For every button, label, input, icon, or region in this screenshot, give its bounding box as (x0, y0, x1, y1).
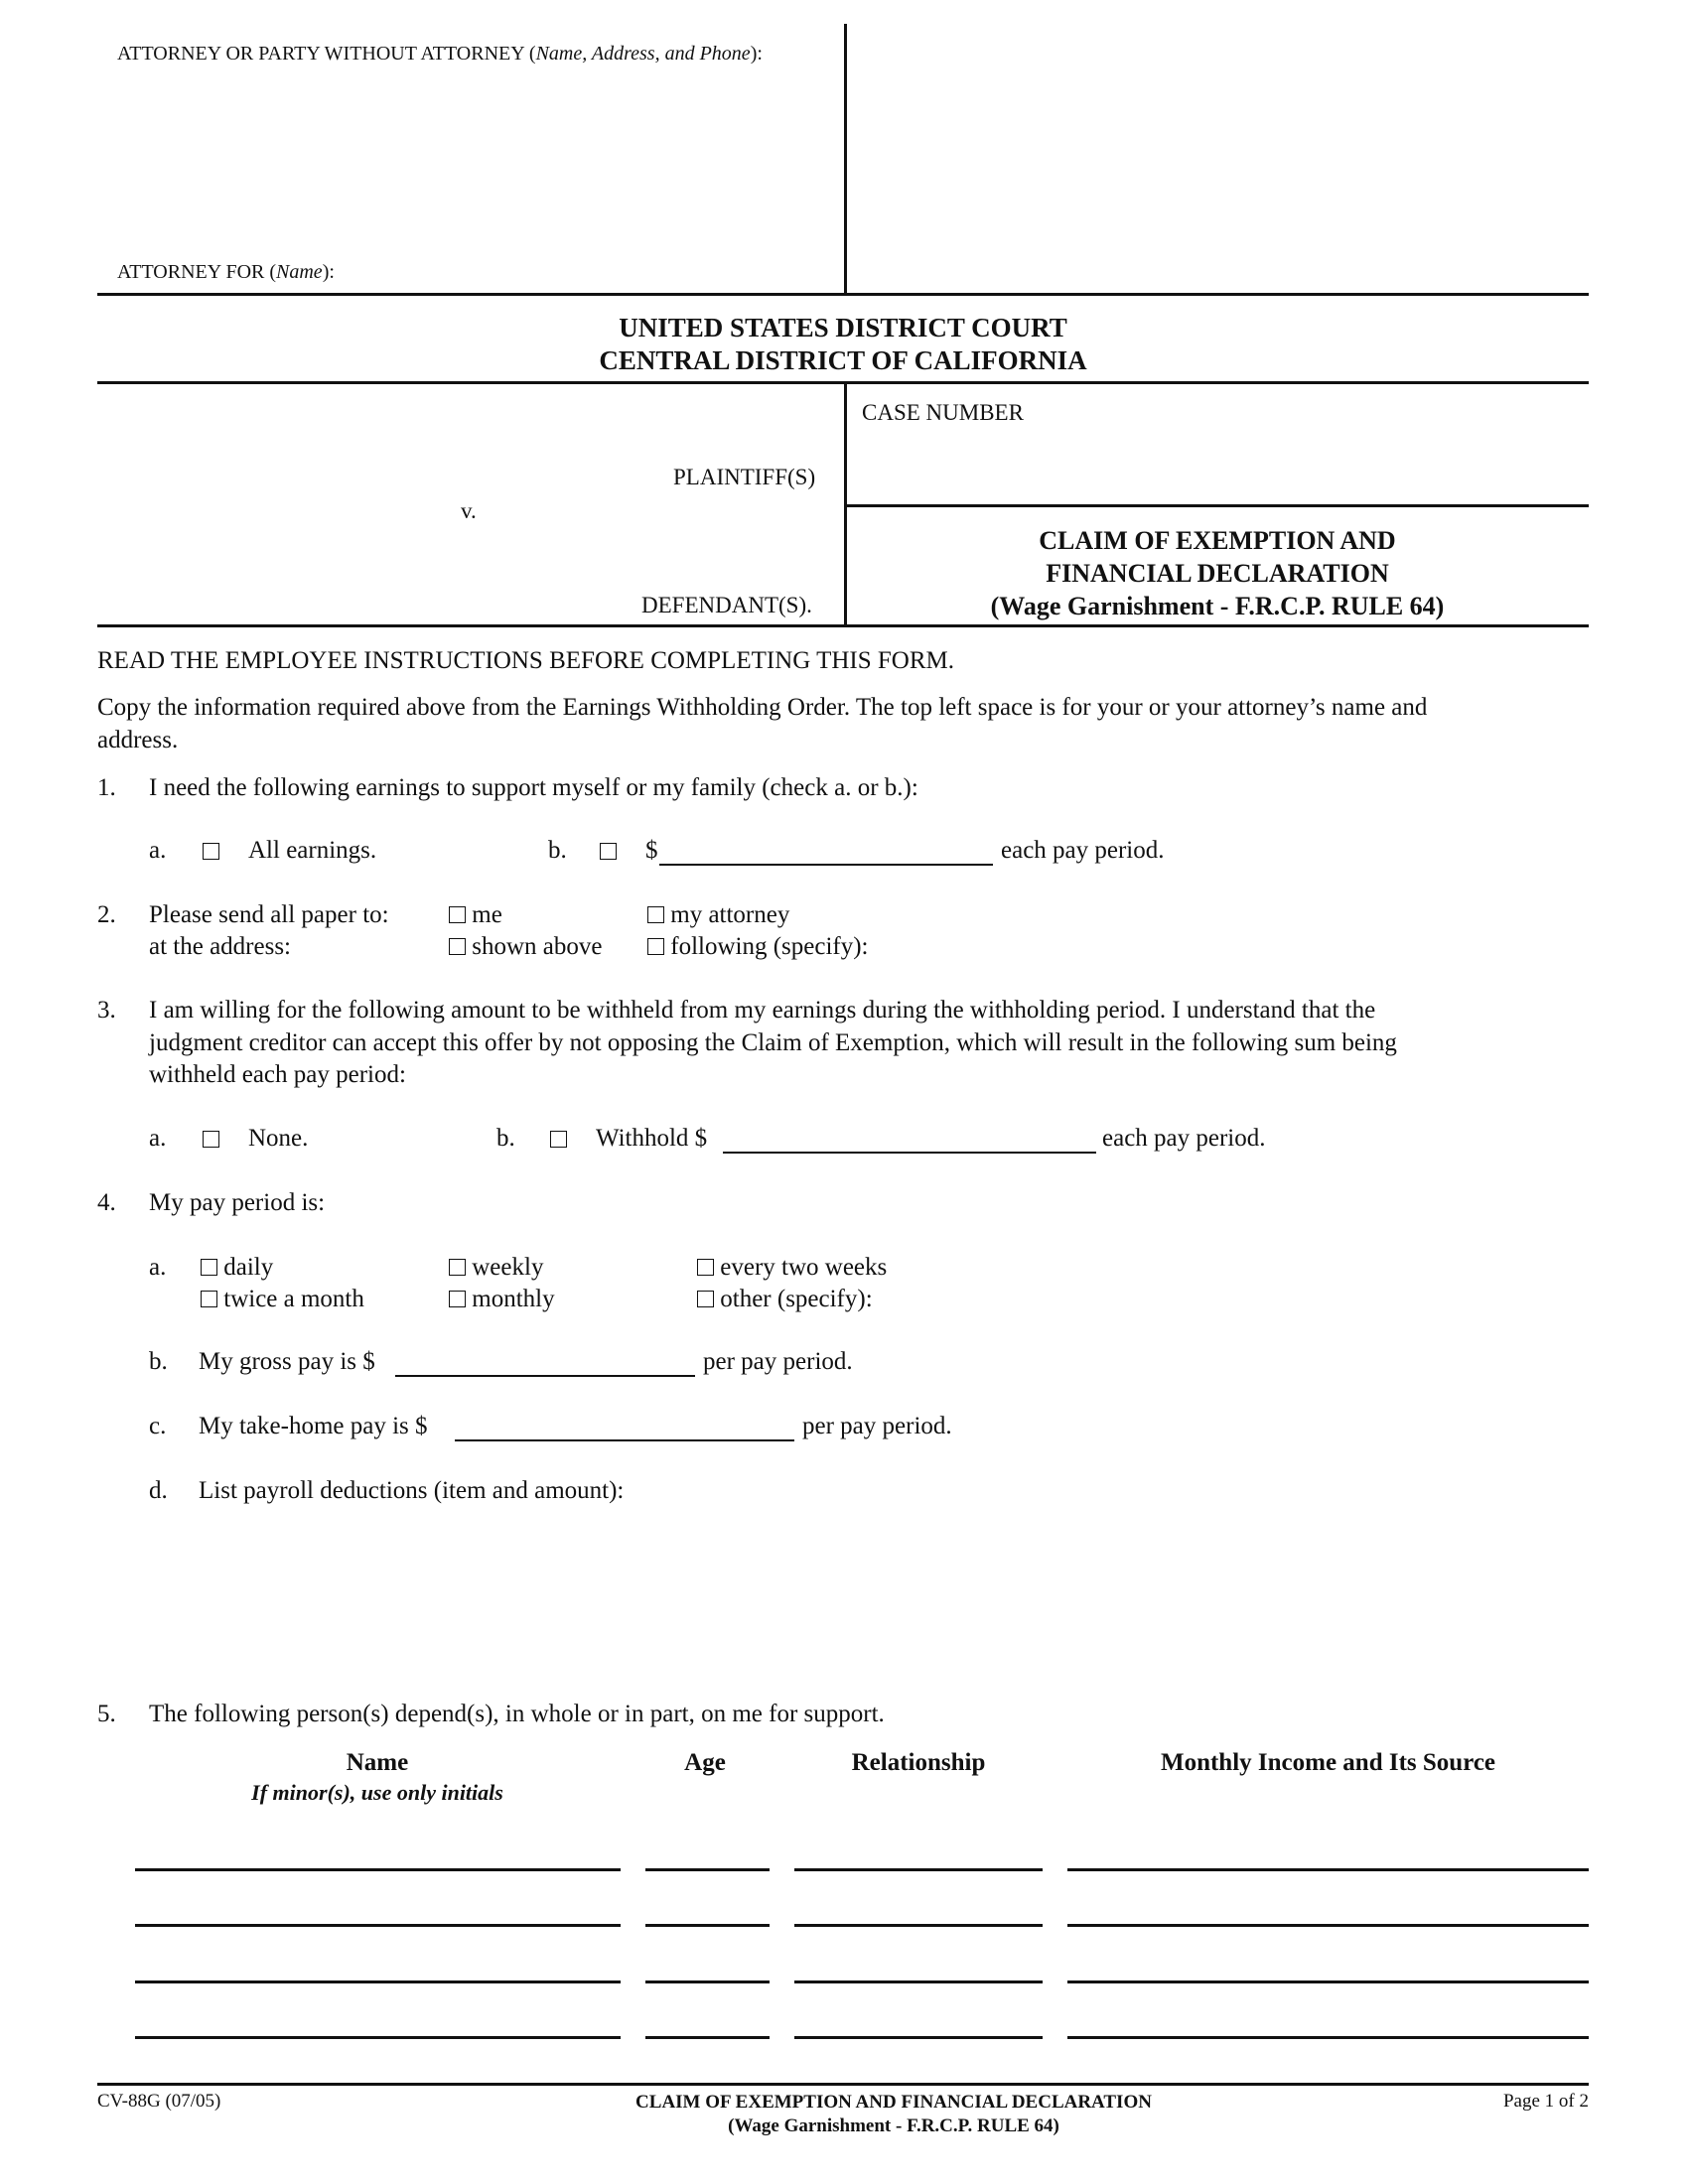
item-2-opt-me[interactable]: me (449, 901, 502, 929)
item-2-opt-attorney[interactable]: my attorney (647, 901, 789, 929)
twice-a-month-checkbox[interactable] (201, 1291, 217, 1307)
item-2-line2: at the address: (149, 933, 292, 960)
item-4-opt-monthly[interactable]: monthly (449, 1286, 555, 1313)
item-3a-text: None. (248, 1125, 309, 1152)
footer-form-code: CV-88G (07/05) (97, 2091, 221, 2112)
item-3b-suffix: each pay period. (1102, 1125, 1266, 1152)
item-4c-text: My take-home pay is $ (199, 1413, 428, 1439)
item-3-line2: judgment creditor can accept this offer by not opposing the Claim of Exemption, which will result in the following sum being (149, 1029, 1397, 1056)
header-rule-3 (97, 624, 1589, 627)
col-name-header: Name (346, 1749, 409, 1776)
relationship-field[interactable] (794, 2036, 1043, 2039)
item-1b-dollar: $ (645, 837, 658, 864)
name-field[interactable] (135, 1868, 621, 1871)
age-field[interactable] (645, 2036, 770, 2039)
item-4a: a. (149, 1254, 167, 1281)
case-number-label: CASE NUMBER (862, 400, 1024, 425)
defendants-label: DEFENDANT(S). (641, 593, 812, 617)
item-4d: d. (149, 1477, 168, 1504)
item-3b-amount-field[interactable] (723, 1152, 1096, 1154)
item-4b-text: My gross pay is $ (199, 1348, 375, 1375)
col-name-subheader: If minor(s), use only initials (251, 1780, 503, 1805)
footer-title: CLAIM OF EXEMPTION AND FINANCIAL DECLARATION (Wage Garnishment - F.R.C.P. RULE 64) (635, 2092, 1152, 2136)
item-2-line1: Please send all paper to: (149, 901, 389, 928)
item-4c-suffix: per pay period. (802, 1413, 952, 1439)
item-4d-text: List payroll deductions (item and amount): (199, 1477, 625, 1504)
income-field[interactable] (1067, 2036, 1589, 2039)
item-4-opt-other[interactable]: other (specify): (697, 1286, 873, 1313)
age-field[interactable] (645, 1868, 770, 1871)
item-1b-suffix: each pay period. (1001, 837, 1165, 864)
item-3-line1: I am willing for the following amount to be withheld from my earnings during the withholding period. I understand that the (149, 997, 1376, 1024)
every-two-weeks-checkbox[interactable] (697, 1259, 714, 1276)
item-1b: b. (548, 837, 567, 864)
item-4-opt-twice[interactable]: twice a month (201, 1286, 364, 1313)
col-income-header: Monthly Income and Its Source (1160, 1749, 1496, 1776)
age-field[interactable] (645, 1924, 770, 1927)
item-3b-text: Withhold $ (596, 1125, 708, 1152)
header-divider-top (844, 24, 847, 294)
name-field[interactable] (135, 1924, 621, 1927)
copy-instructions-1: Copy the information required above from the Earnings Withholding Order. The top left space is for your or your attorney’s name and (97, 694, 1428, 721)
relationship-field[interactable] (794, 1980, 1043, 1983)
court-name: UNITED STATES DISTRICT COURT CENTRAL DISTRICT OF CALIFORNIA (599, 313, 1087, 375)
relationship-field[interactable] (794, 1868, 1043, 1871)
case-number-rule (846, 504, 1589, 507)
form-title: CLAIM OF EXEMPTION AND FINANCIAL DECLARATION (Wage Garnishment - F.R.C.P. RULE 64) (990, 526, 1445, 620)
item-1a: a. (149, 837, 167, 864)
copy-instructions-2: address. (97, 727, 179, 753)
item-4-opt-two-weeks[interactable]: every two weeks (697, 1254, 887, 1282)
item-2-shown-checkbox[interactable] (449, 938, 466, 955)
footer-page: Page 1 of 2 (1502, 2091, 1589, 2112)
attorney-for-label: ATTORNEY FOR (Name): (117, 261, 335, 283)
col-relationship-header: Relationship (851, 1749, 986, 1776)
item-4c: c. (149, 1413, 167, 1439)
item-2-opt-shown[interactable]: shown above (449, 933, 602, 961)
name-field[interactable] (135, 2036, 621, 2039)
item-3b: b. (496, 1125, 515, 1152)
relationship-field[interactable] (794, 1924, 1043, 1927)
item-4b: b. (149, 1348, 168, 1375)
item-4-number: 4. (97, 1189, 116, 1216)
name-field[interactable] (135, 1980, 621, 1983)
gross-pay-field[interactable] (395, 1375, 695, 1377)
item-2-attorney-checkbox[interactable] (647, 906, 664, 923)
read-instructions: READ THE EMPLOYEE INSTRUCTIONS BEFORE COMPLETING THIS FORM. (97, 647, 955, 674)
item-4-opt-daily[interactable]: daily (201, 1254, 273, 1282)
income-field[interactable] (1067, 1868, 1589, 1871)
versus-label: v. (461, 498, 477, 523)
col-age-header: Age (684, 1749, 726, 1776)
take-home-pay-field[interactable] (455, 1439, 794, 1441)
header-rule-1 (97, 293, 1589, 296)
attorney-label: ATTORNEY OR PARTY WITHOUT ATTORNEY (Name, Address, and Phone): (117, 43, 763, 65)
plaintiffs-label: PLAINTIFF(S) (673, 465, 816, 489)
weekly-checkbox[interactable] (449, 1259, 466, 1276)
item-3-line3: withheld each pay period: (149, 1061, 406, 1088)
income-field[interactable] (1067, 1980, 1589, 1983)
item-1-text: I need the following earnings to support myself or my family (check a. or b.): (149, 774, 918, 801)
item-3a-checkbox[interactable] (203, 1131, 219, 1148)
item-1-number: 1. (97, 774, 116, 801)
item-3a: a. (149, 1125, 167, 1152)
income-field[interactable] (1067, 1924, 1589, 1927)
item-2-number: 2. (97, 901, 116, 928)
item-4-text: My pay period is: (149, 1189, 326, 1216)
age-field[interactable] (645, 1980, 770, 1983)
item-1b-amount-field[interactable] (659, 864, 993, 866)
item-2-opt-following[interactable]: following (specify): (647, 933, 869, 961)
item-2-following-checkbox[interactable] (647, 938, 664, 955)
item-1b-checkbox[interactable] (600, 843, 617, 860)
item-4-opt-weekly[interactable]: weekly (449, 1254, 543, 1282)
monthly-checkbox[interactable] (449, 1291, 466, 1307)
item-4b-suffix: per pay period. (703, 1348, 853, 1375)
item-2-me-checkbox[interactable] (449, 906, 466, 923)
other-checkbox[interactable] (697, 1291, 714, 1307)
item-3-number: 3. (97, 997, 116, 1024)
footer-rule (97, 2083, 1589, 2086)
item-3b-checkbox[interactable] (550, 1131, 567, 1148)
item-1a-text: All earnings. (248, 837, 377, 864)
header-rule-2 (97, 381, 1589, 384)
item-5-number: 5. (97, 1701, 116, 1727)
daily-checkbox[interactable] (201, 1259, 217, 1276)
item-5-text: The following person(s) depend(s), in whole or in part, on me for support. (149, 1701, 885, 1727)
item-1a-checkbox[interactable] (203, 843, 219, 860)
